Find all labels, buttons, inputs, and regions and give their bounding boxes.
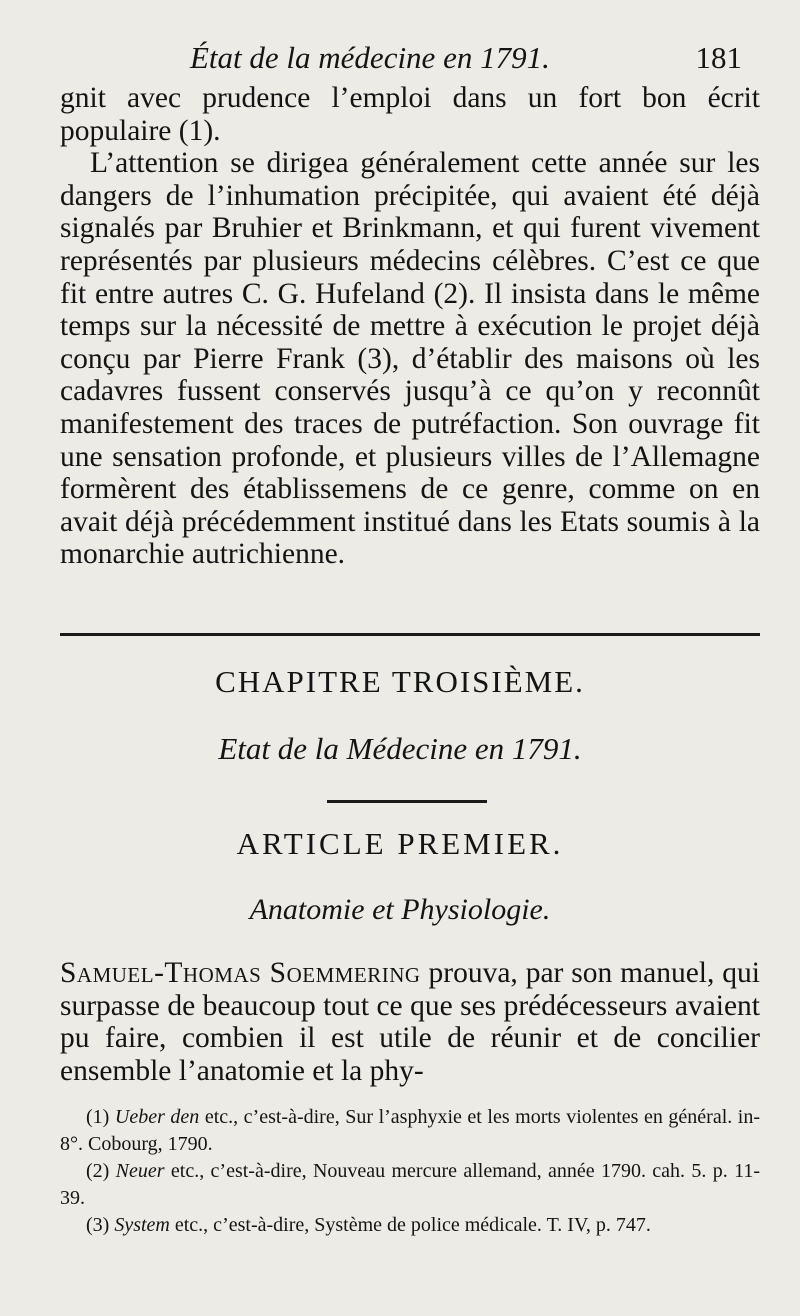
footnote-2 bbox=[60, 1158, 760, 1212]
main-text bbox=[60, 82, 760, 571]
paragraph-continued: gnit avec prudence l’emploi dans un fort bon écrit populaire (1). bbox=[60, 82, 760, 147]
article-paragraph-text: prouva, par son manuel, qui surpasse de beaucoup tout ce que ses prédécesseurs avaient pu faire, combien il est utile de réunir et de concilier ensemble l’anatomie et la phy- bbox=[60, 957, 760, 1087]
footnote-title: Neuer bbox=[115, 1160, 165, 1182]
chapter-subtitle: Etat de la Médecine en 1791. bbox=[218, 731, 582, 766]
short-divider bbox=[327, 800, 487, 803]
footnote-text: etc., c’est-à-dire, Système de police médicale. T. IV, p. 747. bbox=[169, 1214, 651, 1236]
footnotes bbox=[60, 1104, 760, 1239]
article-title: ARTICLE PREMIER. bbox=[236, 826, 564, 861]
running-title: État de la médecine en 1791. bbox=[190, 40, 550, 75]
article-paragraph bbox=[60, 957, 760, 1087]
footnote-title: System bbox=[114, 1214, 170, 1236]
page-number: 181 bbox=[695, 40, 742, 75]
author-name: Samuel-Thomas Soemmering bbox=[60, 957, 421, 989]
paragraph-inhumation: L’attention se dirigea généralement cette année sur les dangers de l’inhumation précipitée, qui avaient été déjà signalés par Bruhier et Brinkmann, et qui furent vivement représentés par plusieurs médecins célèbres. C’est ce que fit entre autres C. G. Hufeland (2). Il insista dans le même temps sur la nécessité de mettre à exécution le projet déjà conçu par Pierre Frank (3), d’établir des maisons où les cadavres fussent conservés jusqu’à ce qu’on y reconnût manifestement des traces de putréfaction. Son ouvrage fit une sensation profonde, et plusieurs villes de l’Allemagne formèrent des établissemens de ce genre, comme on en avait déjà précédemment institué dans les Etats soumis à la monarchie autrichienne. bbox=[60, 147, 760, 571]
footnote-text: etc., c’est-à-dire, Nouveau mercure allemand, année 1790. cah. 5. p. 11-39. bbox=[60, 1160, 760, 1209]
footnote-marker: (2) bbox=[86, 1160, 110, 1182]
chapter-title: CHAPITRE TROISIÈME. bbox=[215, 664, 585, 699]
footnote-title: Ueber den bbox=[114, 1106, 200, 1128]
footnote-marker: (3) bbox=[86, 1214, 110, 1236]
footnote-3 bbox=[60, 1212, 760, 1239]
section-divider bbox=[60, 633, 760, 636]
footnote-marker: (1) bbox=[86, 1106, 110, 1128]
article-subtitle: Anatomie et Physiologie. bbox=[249, 893, 551, 926]
footnote-1 bbox=[60, 1104, 760, 1158]
page-header bbox=[0, 40, 800, 80]
footnote-text: etc., c’est-à-dire, Sur l’asphyxie et les morts violentes en général. in-8°. Cobourg, 1790. bbox=[60, 1106, 761, 1155]
